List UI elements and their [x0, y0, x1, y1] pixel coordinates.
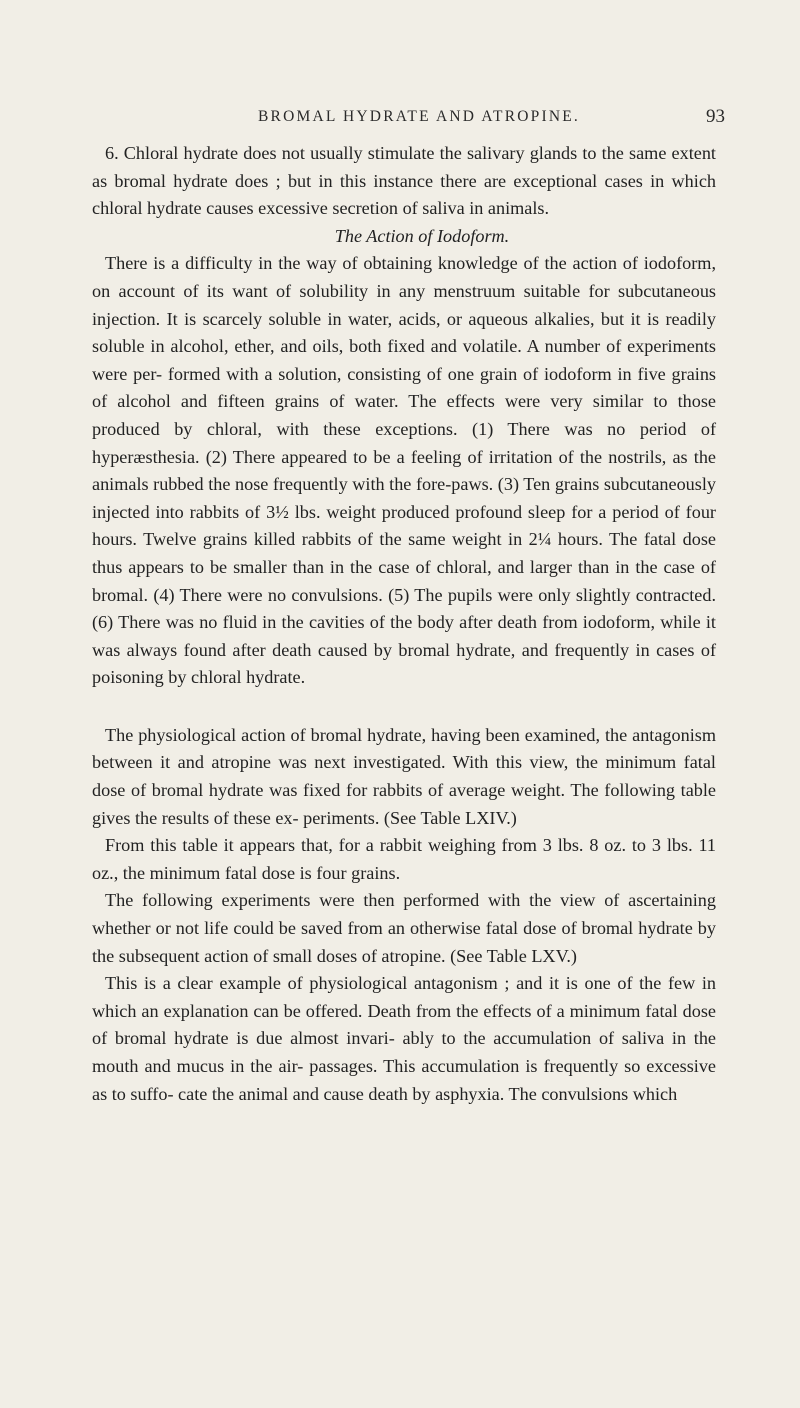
- paragraph-iodoform-action: There is a difficulty in the way of obtaining knowledge of the action of iodoform, on account of its want of solubility in any menstruum suitable for subcutaneous injection. It is scarcely soluble in water, acids, or aqueous alkalies, but it is readily soluble in alcohol, ether, and oils, both fixed and volatile. A number of experiments were per- formed with a solution, consisting of one grain of iodoform in five grains of alcohol and fifteen grains of water. The effects were very similar to those produced by chloral, with these exceptions. (1) There was no period of hyperæsthesia. (2) There appeared to be a feeling of irritation of the nostrils, as the animals rubbed the nose frequently with the fore-paws. (3) Ten grains subcutaneously injected into rabbits of 3½ lbs. weight produced profound sleep for a period of four hours. Twelve grains killed rabbits of the same weight in 2¼ hours. The fatal dose thus appears to be smaller than in the case of chloral, and larger than in the case of bromal. (4) There were no convulsions. (5) The pupils were only slightly contracted. (6) There was no fluid in the cavities of the body after death from iodoform, while it was always found after death caused by bromal hydrate, and frequently in cases of poisoning by chloral hydrate.: [92, 253, 716, 688]
- paragraph-gap: [92, 692, 716, 722]
- paragraph-antagonism-intro: The physiological action of bromal hydrate, having been examined, the antagonism between it and atropine was next investigated. With this view, the minimum fatal dose of bromal hydrate was fixed for rabbits of average weight. The following table gives the results of these ex- periments. (See Table LXIV.): [92, 724, 716, 828]
- paragraph-chloral-salivation: 6. Chloral hydrate does not usually stimulate the salivary glands to the same extent as bromal hydrate does ; but in this instance there are exceptional cases in which chloral hydrate causes excessive secretion of saliva in animals.: [92, 143, 716, 219]
- section-heading-iodoform: The Action of Iodoform.: [334, 225, 510, 246]
- paragraph-atropine-experiments: The following experiments were then performed with the view of ascertaining whether or not life could be saved from an otherwise fatal dose of bromal hydrate by the subsequent action of small doses of atropine. (See Table LXV.): [92, 890, 716, 966]
- running-title: BROMAL HYDRATE AND ATROPINE.: [258, 108, 580, 125]
- page-number: 93: [706, 106, 725, 127]
- paragraph-minimum-fatal-dose: From this table it appears that, for a rabbit weighing from 3 lbs. 8 oz. to 3 lbs. 11 oz., the minimum fatal dose is four grains.: [92, 835, 716, 883]
- paragraph-physiological-antagonism: This is a clear example of physiological antagonism ; and it is one of the few in which an explanation can be offered. Death from the effects of a minimum fatal dose of bromal hydrate is due almost invari- ably to the accumulation of saliva in the mouth and mucus in the air- passages. This accumulation is frequently so excessive as to suffo- cate the animal and cause death by asphyxia. The convulsions which: [92, 973, 716, 1104]
- page-header: [0, 104, 800, 134]
- body-text: [92, 140, 716, 1108]
